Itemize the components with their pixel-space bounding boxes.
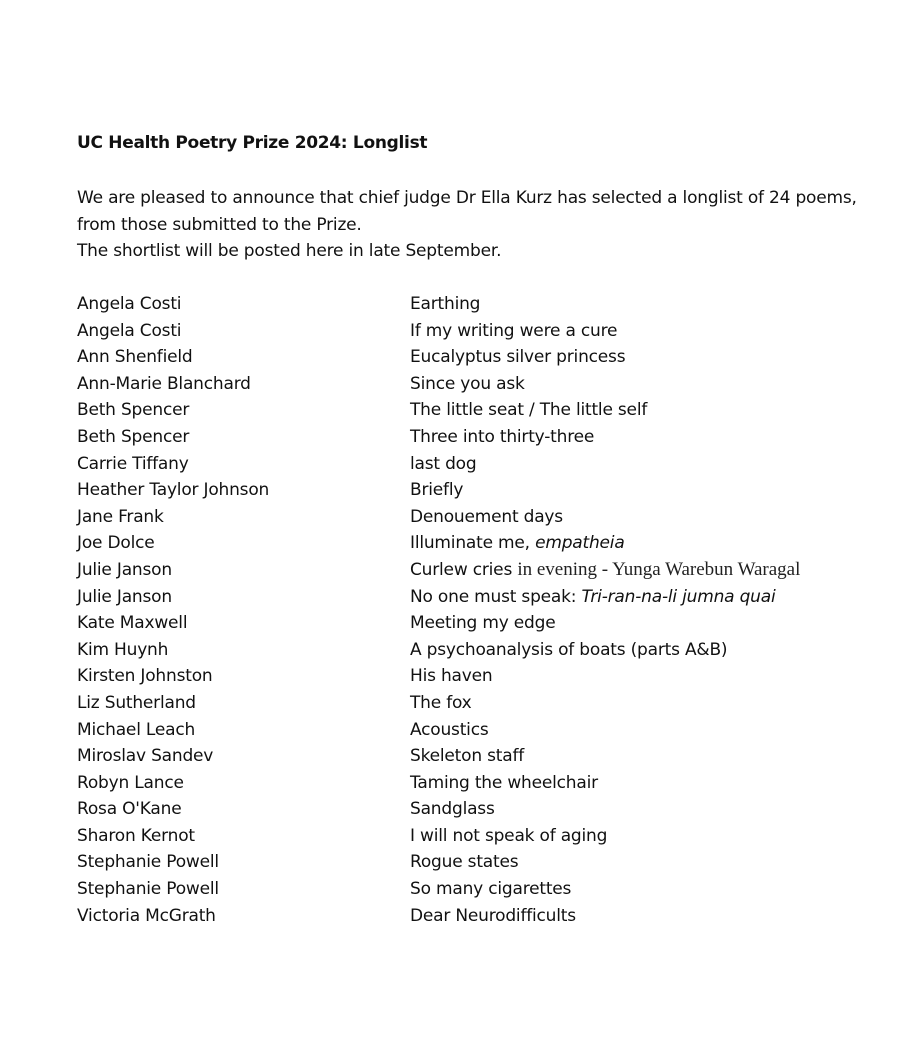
author-name: Beth Spencer: [77, 400, 190, 421]
poem-title: Meeting my edge: [410, 613, 556, 634]
poem-title: Three into thirty-three: [410, 426, 595, 447]
author-name: Heather Taylor Johnson: [77, 480, 270, 501]
author-name: Joe Dolce: [77, 533, 155, 554]
author-name: Ann-Marie Blanchard: [77, 373, 251, 394]
intro-paragraph: [77, 185, 857, 265]
poem-title: If my writing were a cure: [410, 320, 618, 341]
list-item: [77, 690, 877, 717]
poem-title: Skeleton staff: [410, 746, 525, 767]
list-item: [77, 344, 877, 371]
poem-title: Since you ask: [410, 373, 525, 394]
list-item: [77, 451, 877, 478]
poem-title: Briefly: [410, 480, 464, 501]
poem-title: Earthing: [410, 294, 481, 314]
list-item: [77, 557, 877, 584]
poem-title-italic: Tri-ran-na-li jumna quai: [581, 586, 776, 607]
intro-line-2: The shortlist will be posted here in late September.: [77, 241, 502, 262]
author-name: Beth Spencer: [77, 426, 190, 447]
author-name: Rosa O'Kane: [77, 799, 182, 820]
poem-title: Acoustics: [410, 719, 489, 740]
intro-line-1: We are pleased to announce that chief judge Dr Ella Kurz has selected a longlist of 24 poems, from those submitted to the Prize.: [77, 188, 857, 235]
author-name: Julie Janson: [77, 559, 172, 580]
author-name: Julie Janson: [77, 586, 172, 607]
poem-title: [410, 557, 800, 584]
author-name: Angela Costi: [77, 320, 182, 341]
poem-title: Dear Neurodifficults: [410, 905, 576, 926]
list-item: [77, 823, 877, 850]
list-item: [77, 876, 877, 903]
list-item: [77, 530, 877, 557]
list-item: [77, 663, 877, 690]
author-name: Kim Huynh: [77, 639, 169, 660]
list-item: [77, 291, 877, 318]
poem-title: A psychoanalysis of boats (parts A&B): [410, 639, 728, 660]
author-name: Stephanie Powell: [77, 879, 219, 900]
author-name: Liz Sutherland: [77, 692, 196, 713]
poem-title-italic: empatheia: [535, 533, 625, 554]
poem-title: [410, 584, 776, 611]
poem-title: Taming the wheelchair: [410, 772, 598, 793]
author-name: Ann Shenfield: [77, 347, 193, 368]
list-item: [77, 610, 877, 637]
author-name: Kate Maxwell: [77, 613, 188, 634]
poem-title: last dog: [410, 453, 477, 474]
list-item: [77, 371, 877, 398]
list-item: [77, 584, 877, 611]
author-name: Stephanie Powell: [77, 852, 219, 873]
list-item: [77, 743, 877, 770]
author-name: Miroslav Sandev: [77, 746, 214, 767]
list-item: [77, 717, 877, 744]
longlist-table: [77, 291, 877, 929]
poem-title: [410, 530, 625, 557]
author-name: Michael Leach: [77, 719, 196, 740]
list-item: [77, 770, 877, 797]
poem-title: The little seat / The little self: [410, 400, 648, 421]
poem-title: Sandglass: [410, 799, 495, 820]
author-name: Victoria McGrath: [77, 905, 216, 926]
poem-title: Rogue states: [410, 852, 519, 873]
list-item: [77, 637, 877, 664]
poem-title-serif: in evening - Yunga Warebun Waragal: [517, 558, 801, 580]
poem-title-part: Illuminate me,: [410, 533, 536, 554]
author-name: Angela Costi: [77, 294, 182, 314]
poem-title: I will not speak of aging: [410, 825, 608, 846]
poem-title-part: No one must speak:: [410, 586, 582, 607]
list-item: [77, 397, 877, 424]
author-name: Carrie Tiffany: [77, 453, 189, 474]
list-item: [77, 849, 877, 876]
author-name: Sharon Kernot: [77, 825, 195, 846]
list-item: [77, 318, 877, 345]
page-title: UC Health Poetry Prize 2024: Longlist: [77, 133, 428, 153]
poem-title: His haven: [410, 666, 493, 687]
author-name: Kirsten Johnston: [77, 666, 213, 687]
list-item: [77, 477, 877, 504]
list-item: [77, 796, 877, 823]
poem-title: Eucalyptus silver princess: [410, 347, 626, 368]
poem-title: Denouement days: [410, 506, 563, 527]
list-item: [77, 903, 877, 930]
poem-title: So many cigarettes: [410, 879, 572, 900]
list-item: [77, 504, 877, 531]
author-name: Robyn Lance: [77, 772, 184, 793]
poem-title: The fox: [410, 692, 472, 713]
list-item: [77, 424, 877, 451]
poem-title-part: Curlew cries: [410, 559, 518, 580]
author-name: Jane Frank: [77, 506, 164, 527]
